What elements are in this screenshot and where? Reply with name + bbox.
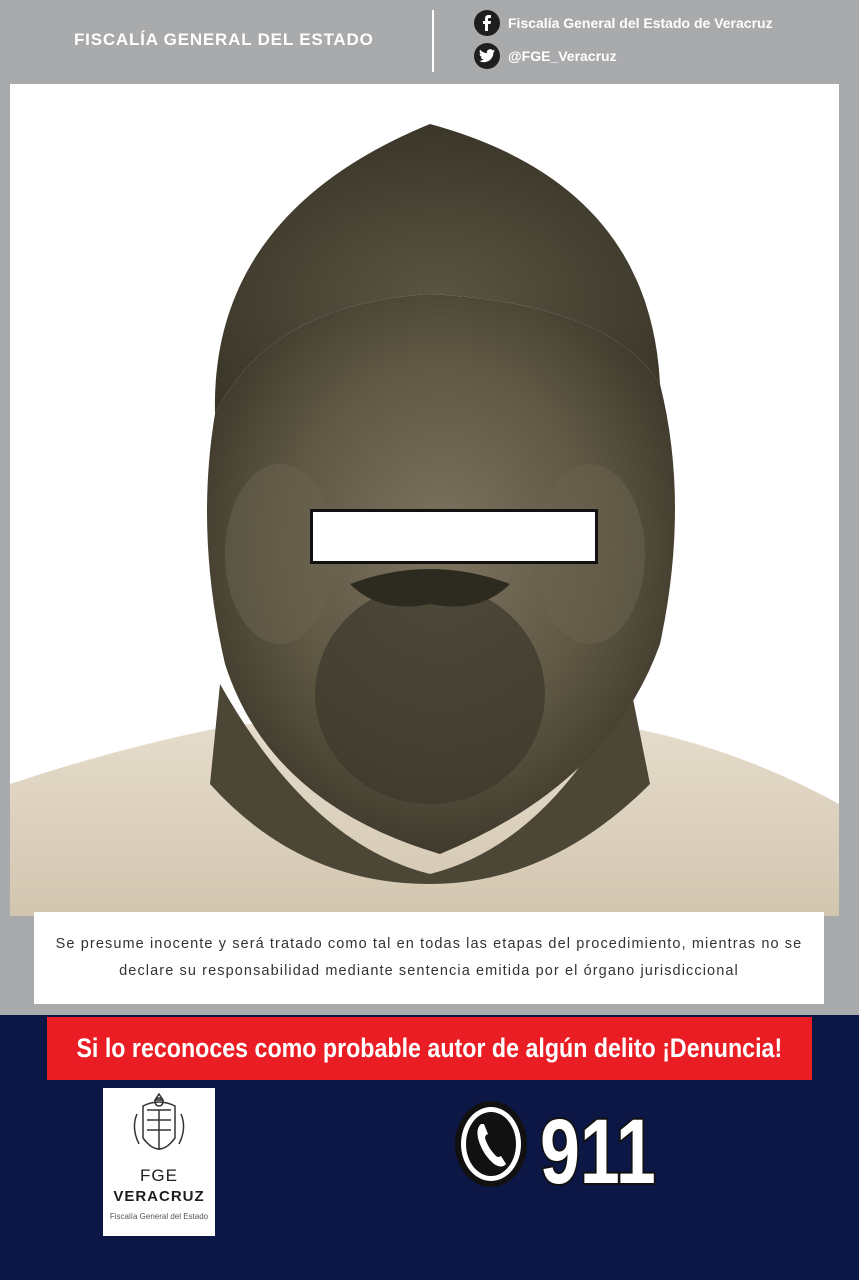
facebook-icon — [474, 10, 500, 36]
censor-bar — [310, 509, 598, 564]
logo-text-fge: FGE — [140, 1166, 178, 1185]
call-to-action-text: Si lo reconoces como probable autor de algún delito ¡Denuncia! — [76, 1033, 783, 1063]
coat-of-arms-icon — [103, 1088, 215, 1168]
twitter-label: @FGE_Veracruz — [508, 48, 617, 64]
header-divider — [432, 10, 434, 72]
logo-text-veracruz: VERACRUZ — [113, 1188, 205, 1205]
facebook-link[interactable] — [474, 10, 773, 36]
call-to-action-banner — [47, 1017, 812, 1080]
disclaimer-text: Se presume inocente y será tratado como tal en todas las etapas del procedimiento, mientras no se declare su responsabilidad mediante sentencia emitida por el órgano jurisdiccional — [55, 936, 803, 979]
disclaimer-box — [34, 912, 824, 1004]
header-bar — [0, 0, 859, 80]
fge-logo — [103, 1088, 215, 1236]
beard-shape — [315, 584, 545, 804]
emergency-number: 911 — [540, 1101, 656, 1203]
twitter-icon — [474, 43, 500, 69]
org-title: FISCALÍA GENERAL DEL ESTADO — [74, 30, 374, 49]
facebook-label: Fiscalía General del Estado de Veracruz — [508, 15, 773, 31]
phone-icon — [452, 1098, 530, 1190]
logo-subtitle: Fiscalía General del Estado — [109, 1212, 209, 1221]
photo-frame — [10, 84, 839, 916]
mugshot-photo — [10, 84, 839, 916]
twitter-link[interactable] — [474, 43, 617, 69]
